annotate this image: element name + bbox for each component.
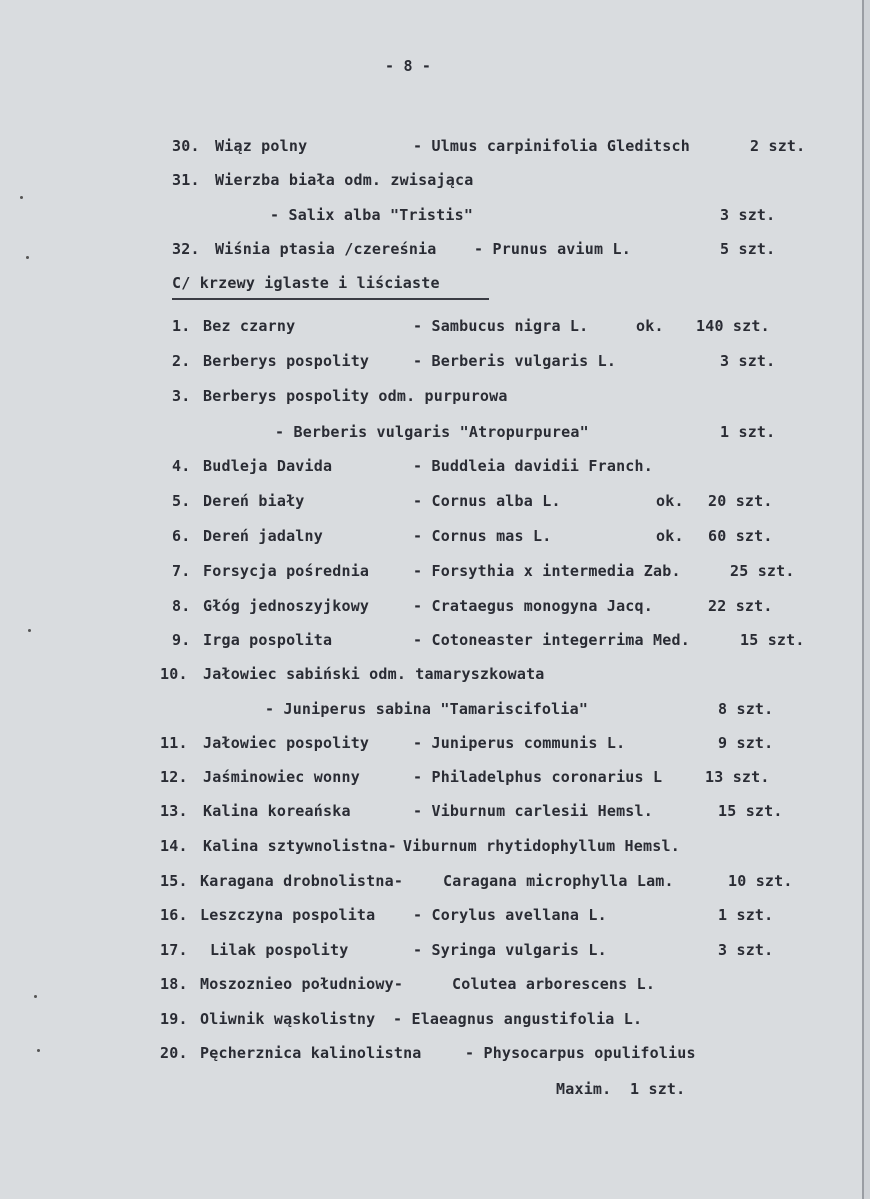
item-number: 15. xyxy=(160,872,188,890)
item-polish-name: Jałowiec sabiński odm. tamaryszkowata xyxy=(203,665,545,683)
item-quantity: 22 szt. xyxy=(708,597,773,615)
item-number: 14. xyxy=(160,837,188,855)
item-polish-name: Jaśminowiec wonny xyxy=(203,768,360,786)
item-quantity: 1 szt. xyxy=(630,1080,686,1098)
item-quantity: 25 szt. xyxy=(730,562,795,580)
item-latin-name: - Berberis vulgaris "Atropurpurea" xyxy=(275,423,589,441)
item-quantity: 3 szt. xyxy=(718,941,774,959)
item-number: 2. xyxy=(172,352,191,370)
item-polish-name: Irga pospolita xyxy=(203,631,333,649)
item-quantity: 13 szt. xyxy=(705,768,770,786)
item-polish-name: Głóg jednoszyjkowy xyxy=(203,597,370,615)
item-approx: ok. xyxy=(636,317,664,335)
item-polish-name: Wiąz polny xyxy=(215,137,308,155)
item-quantity: 8 szt. xyxy=(718,700,774,718)
item-quantity: 140 szt. xyxy=(696,317,770,335)
item-polish-name: Moszoznieo południowy- xyxy=(200,975,404,993)
item-latin-name: - Forsythia x intermedia Zab. xyxy=(413,562,681,580)
item-quantity: 9 szt. xyxy=(718,734,774,752)
item-latin-name: - Crataegus monogyna Jacq. xyxy=(413,597,653,615)
item-number: 6. xyxy=(172,527,191,545)
item-quantity: 1 szt. xyxy=(718,906,774,924)
page-number: - 8 - xyxy=(385,57,432,75)
item-latin-name: - Cornus mas L. xyxy=(413,527,552,545)
item-number: 19. xyxy=(160,1010,188,1028)
item-number: 10. xyxy=(160,665,188,683)
item-polish-name: Lilak pospolity xyxy=(210,941,349,959)
item-number: 17. xyxy=(160,941,188,959)
item-latin-name: - Cornus alba L. xyxy=(413,492,561,510)
item-latin-name: - Buddleia davidii Franch. xyxy=(413,457,653,475)
item-approx: ok. xyxy=(656,492,684,510)
item-polish-name: Dereń biały xyxy=(203,492,305,510)
item-latin-name: Colutea arborescens L. xyxy=(452,975,656,993)
item-polish-name: Bez czarny xyxy=(203,317,296,335)
item-latin-name: - Sambucus nigra L. xyxy=(413,317,589,335)
item-quantity: 20 szt. xyxy=(708,492,773,510)
item-polish-name: Wierzba biała odm. zwisająca xyxy=(215,171,474,189)
item-quantity: 3 szt. xyxy=(720,206,776,224)
item-latin-name: - Juniperus communis L. xyxy=(413,734,626,752)
section-underline xyxy=(172,298,489,300)
item-number: 5. xyxy=(172,492,191,510)
item-polish-name: Leszczyna pospolita xyxy=(200,906,376,924)
item-approx: ok. xyxy=(656,527,684,545)
item-latin-name: Caragana microphylla Lam. xyxy=(443,872,674,890)
item-latin-name: - Philadelphus coronarius L xyxy=(413,768,663,786)
item-number: 30. xyxy=(172,137,200,155)
item-latin-name: - Corylus avellana L. xyxy=(413,906,607,924)
item-latin-name: - Ulmus carpinifolia Gleditsch xyxy=(413,137,690,155)
paper-speck xyxy=(20,196,23,199)
item-polish-name: Oliwnik wąskolistny xyxy=(200,1010,376,1028)
item-number: 11. xyxy=(160,734,188,752)
item-quantity: 5 szt. xyxy=(720,240,776,258)
item-number: 12. xyxy=(160,768,188,786)
paper-speck xyxy=(37,1049,40,1052)
item-number: 9. xyxy=(172,631,191,649)
item-polish-name: Pęcherznica kalinolistna xyxy=(200,1044,422,1062)
item-number: 16. xyxy=(160,906,188,924)
item-quantity: 15 szt. xyxy=(718,802,783,820)
item-number: 1. xyxy=(172,317,191,335)
item-quantity: 2 szt. xyxy=(750,137,806,155)
item-polish-name: Budleja Davida xyxy=(203,457,333,475)
item-polish-name: Kalina koreańska xyxy=(203,802,351,820)
item-latin-name: - Viburnum carlesii Hemsl. xyxy=(413,802,653,820)
item-latin-name: Maxim. xyxy=(556,1080,612,1098)
item-polish-name: Jałowiec pospolity xyxy=(203,734,370,752)
item-quantity: 15 szt. xyxy=(740,631,805,649)
item-latin-name: - Cotoneaster integerrima Med. xyxy=(413,631,690,649)
item-latin-name: - Physocarpus opulifolius xyxy=(465,1044,696,1062)
item-quantity: 10 szt. xyxy=(728,872,793,890)
item-polish-name: Berberys pospolity odm. purpurowa xyxy=(203,387,508,405)
item-latin-name: - Syringa vulgaris L. xyxy=(413,941,607,959)
section-header: C/ krzewy iglaste i liściaste xyxy=(172,274,440,292)
item-latin-name: - Juniperus sabina "Tamariscifolia" xyxy=(265,700,589,718)
item-latin-name: - Berberis vulgaris L. xyxy=(413,352,617,370)
item-latin-name: - Prunus avium L. xyxy=(474,240,631,258)
item-latin-name: - Elaeagnus angustifolia L. xyxy=(393,1010,643,1028)
item-polish-name: Kalina sztywnolistna- xyxy=(203,837,397,855)
item-quantity: 3 szt. xyxy=(720,352,776,370)
item-polish-name: Forsycja pośrednia xyxy=(203,562,370,580)
item-polish-name: Karagana drobnolistna- xyxy=(200,872,404,890)
item-number: 13. xyxy=(160,802,188,820)
item-number: 4. xyxy=(172,457,191,475)
item-quantity: 1 szt. xyxy=(720,423,776,441)
item-quantity: 60 szt. xyxy=(708,527,773,545)
paper-speck xyxy=(28,629,31,632)
item-polish-name: Berberys pospolity xyxy=(203,352,370,370)
item-number: 18. xyxy=(160,975,188,993)
item-polish-name: Wiśnia ptasia /czereśnia xyxy=(215,240,437,258)
item-latin-name: - Salix alba "Tristis" xyxy=(270,206,474,224)
item-number: 7. xyxy=(172,562,191,580)
item-number: 20. xyxy=(160,1044,188,1062)
item-number: 8. xyxy=(172,597,191,615)
item-number: 32. xyxy=(172,240,200,258)
item-number: 31. xyxy=(172,171,200,189)
paper-speck xyxy=(26,256,29,259)
item-number: 3. xyxy=(172,387,191,405)
paper-speck xyxy=(34,995,37,998)
item-latin-name: Viburnum rhytidophyllum Hemsl. xyxy=(403,837,680,855)
item-polish-name: Dereń jadalny xyxy=(203,527,323,545)
